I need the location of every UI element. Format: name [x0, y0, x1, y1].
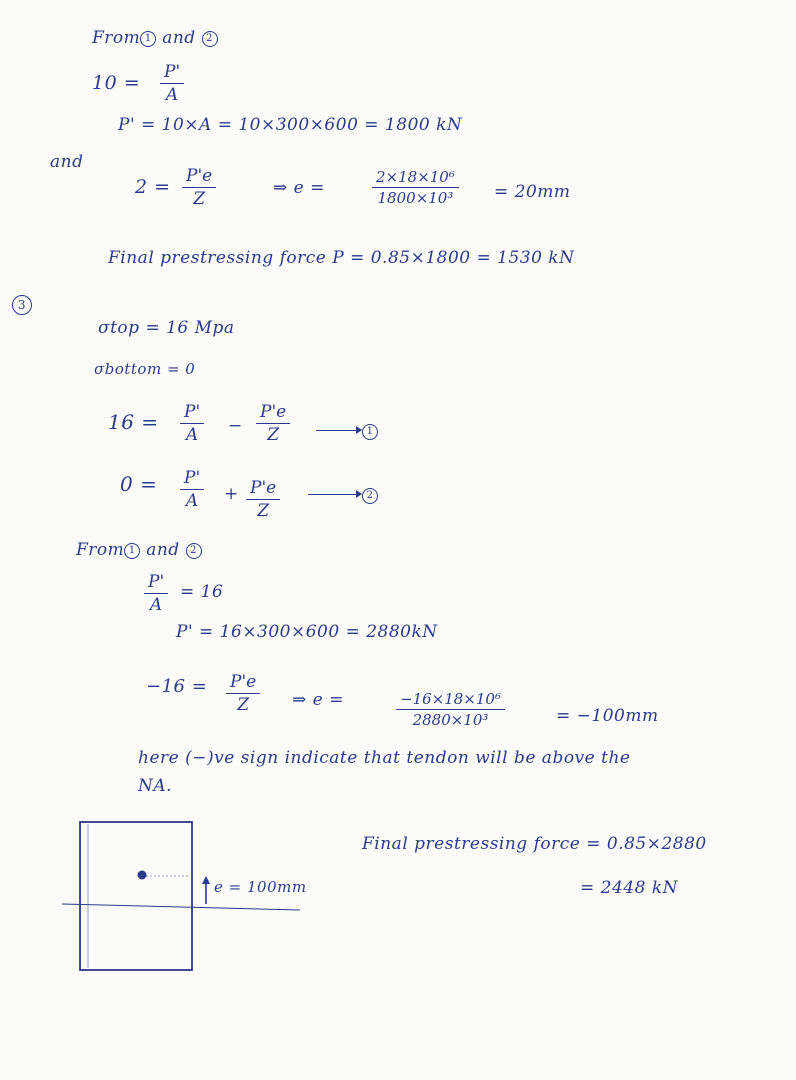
tendon-dot [138, 871, 147, 880]
and-label: and [50, 152, 84, 172]
eq1-lhs: 10 = [92, 72, 141, 94]
res3-implies: ⇒ e = [292, 690, 344, 710]
eq3-result: = 20mm [494, 182, 571, 202]
denominator: A [185, 491, 199, 511]
sigma-top: σtop = 16 Mpa [98, 318, 235, 338]
arrow-head-icon [202, 876, 210, 884]
eccentricity-label: e = 100mm [214, 878, 307, 896]
circled-two: 2 [202, 31, 218, 47]
beam-cross-section [80, 822, 192, 970]
final-prestressing-force-a: Final prestressing force P = 0.85×1800 = 1530 kN [108, 248, 575, 268]
res2-line: P' = 16×300×600 = 2880kN [176, 622, 438, 642]
circled-one: 1 [124, 543, 140, 559]
eq3-result-numerator: 2×18×10⁶ [376, 168, 455, 186]
minus-sign: − [228, 416, 243, 436]
numerator: P' [184, 468, 201, 488]
and-text: and [162, 28, 196, 48]
final-prestressing-force-b-line1: Final prestressing force = 0.85×2880 [362, 834, 707, 854]
numerator: P'e [250, 478, 277, 498]
res1-rhs: = 16 [180, 582, 224, 602]
eq1-denominator: A [165, 85, 179, 105]
circled-one: 1 [140, 31, 156, 47]
denominator: A [149, 595, 163, 615]
denominator: Z [267, 425, 279, 445]
eq3-lhs: 2 = [135, 176, 171, 198]
res3-result: = −100mm [556, 706, 659, 726]
denominator: 2880×10³ [412, 711, 489, 729]
res3-lhs: −16 = [146, 676, 208, 697]
note-line-2: NA. [138, 776, 173, 796]
eq3-denominator: Z [193, 189, 205, 209]
numerator: P' [184, 402, 201, 422]
numerator: P'e [230, 672, 257, 692]
from-text: From [92, 28, 141, 48]
final-prestressing-force-b-line2: = 2448 kN [580, 878, 678, 898]
denominator: Z [257, 501, 269, 521]
sigma-bottom: σbottom = 0 [94, 360, 196, 378]
eq3-result-denominator: 1800×10³ [377, 189, 454, 207]
eq2-line: P' = 10×A = 10×300×600 = 1800 kN [118, 115, 463, 135]
numerator: P' [148, 572, 165, 592]
plus-sign: + [224, 484, 239, 504]
eq1-numerator: P' [164, 62, 181, 82]
eq3-numerator: P'e [186, 166, 213, 186]
eqB-lhs: 0 = [120, 472, 158, 496]
denominator: A [185, 425, 199, 445]
from-text: From [76, 540, 125, 560]
eqA-lhs: 16 = [108, 410, 159, 434]
circled-one: 1 [362, 424, 378, 440]
note-line-1: here (−)ve sign indicate that tendon will be above the [138, 748, 631, 768]
denominator: Z [237, 695, 249, 715]
neutral-axis-line [62, 904, 300, 910]
numerator: P'e [260, 402, 287, 422]
circled-two: 2 [186, 543, 202, 559]
and-text: and [146, 540, 180, 560]
numerator: −16×18×10⁶ [400, 690, 501, 708]
circled-two: 2 [362, 488, 378, 504]
implies-e: ⇒ e = [273, 178, 325, 198]
circled-three: 3 [12, 295, 32, 315]
